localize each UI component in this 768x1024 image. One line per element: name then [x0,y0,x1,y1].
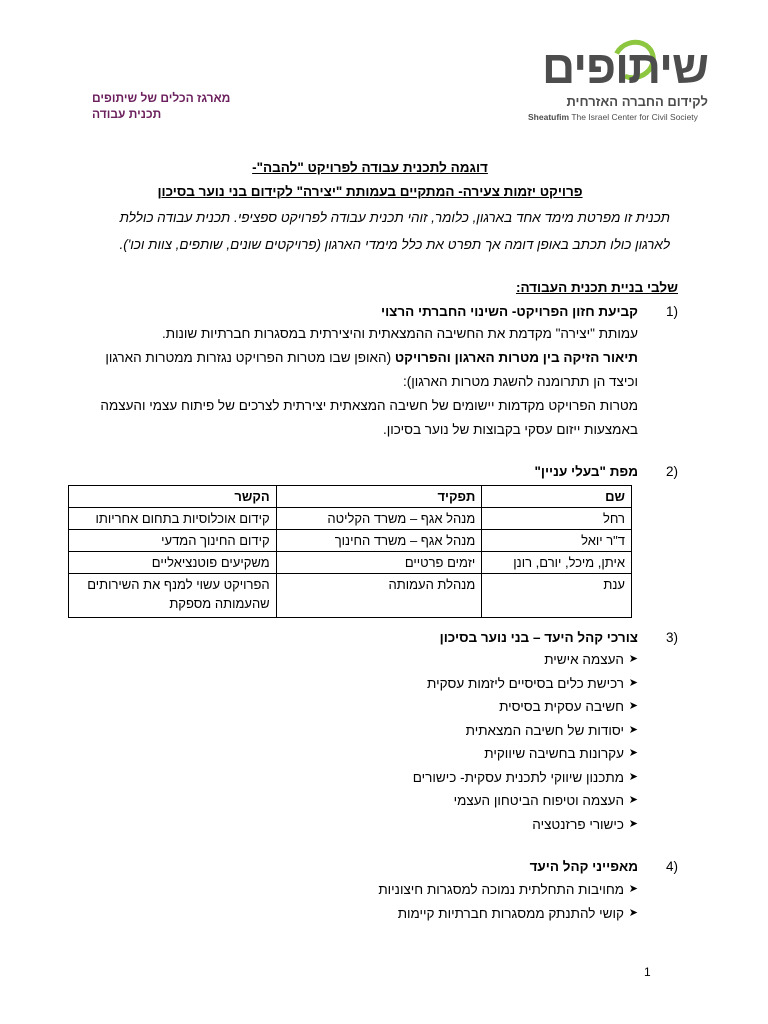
table-header-relation: הקשר [69,486,277,508]
list-item [118,902,638,926]
item-1-line-3: וכיצד הן תתרומנה להשגת מטרות הארגון): [403,374,638,389]
section-title: שלבי בניית תכנית העבודה: [515,280,678,295]
table-row [69,552,632,574]
arrow-left-icon: ➤ [628,770,638,783]
item-1-line-5: באמצעות ייזום עסקי בקבוצות של נוער בסיכון. [383,422,638,437]
table-cell: ענת [482,574,632,618]
list-item [118,672,638,696]
list-item [118,648,638,672]
list-item-text: העצמה אישית [544,652,624,667]
table-cell: קידום החינוך המדעי [69,530,277,552]
item-3-heading: צורכי קהל היעד – בני נוער בסיכון [439,630,638,645]
logo-wordmark: שיתופים [542,41,708,93]
list-item-text: עקרונות בחשיבה שיווקית [484,746,624,761]
document-subtitle: פרויקט יזמות צעירה- המתקיים בעמותת "יצירה" לקידום בני נוער בסיכון [157,184,583,199]
logo-subtitle-en [528,112,708,122]
table-cell: איתן, מיכל, יורם, רונן [482,552,632,574]
item-1-heading: קביעת חזון הפרויקט- השינוי החברתי הרצוי [381,304,638,319]
list-item [118,742,638,766]
table-cell: ד"ר יואל [482,530,632,552]
table-cell: מנהל אגף – משרד הקליטה [276,508,482,530]
item-1-line-4: מטרות הפרויקט מקדמות יישומים של חשיבה המצאתית יצירתית לצרכים של פיתוח עצמי והעצמה [100,398,638,413]
item-1-line-2-bold: תיאור הזיקה בין מטרות הארגון והפרויקט [394,350,638,365]
list-item [118,695,638,719]
arrow-left-icon: ➤ [628,883,638,895]
intro-line-2: לארגון כולו תכתב באופן דומה אך תפרט את כלל מימדי הארגון (פרויקטים שונים, שותפים, צוות וכו'). [119,237,670,252]
table-cell: מנהל אגף – משרד החינוך [276,530,482,552]
table-row [69,530,632,552]
arrow-left-icon: ➤ [628,700,638,712]
table-header-row [69,486,632,508]
item-3-bullet-list [118,648,638,836]
table-cell: יזמים פרטיים [276,552,482,574]
table-header-name: שם [482,486,632,508]
list-item-text: מחויבות התחלתית נמוכה למסגרות חיצוניות [378,882,624,897]
intro-line-1: תכנית זו מפרטת מימד אחד בארגון, כלומר, זוהי תכנית עבודה לפרויקט ספציפי. תכנית עבודה כוללת [119,210,670,225]
list-item [118,813,638,837]
item-1-line-2 [78,346,638,370]
arrow-left-icon: ➤ [628,653,638,665]
intro-paragraph [70,204,670,258]
logo-tagline-en: The Israel Center for Civil Society [571,112,698,122]
list-item-text: חשיבה עסקית בסיסית [499,699,624,714]
list-item [118,878,638,902]
item-1-line-2-rest: (האופן שבו מטרות הפרויקט נגזרות ממטרות הארגון [105,350,395,365]
item-4-number: 4) [665,859,678,874]
sheatufim-logo [528,41,708,126]
stakeholders-table [68,485,632,618]
table-row [69,574,632,618]
arrow-left-icon: ➤ [628,747,638,759]
table-row [69,508,632,530]
list-item [118,766,638,790]
item-2-number: 2) [665,464,678,479]
table-cell: רחל [482,508,632,530]
org-header [92,90,292,122]
document-title: דוגמה לתכנית עבודה לפרויקט "להבה"- [252,160,488,175]
item-1-line-1: עמותת "יצירה" מקדמת את החשיבה ההמצאתית והיצירתית במסגרות חברתיות שונות. [162,326,638,341]
item-1-body [78,322,638,442]
list-item-text: העצמה וטיפוח הביטחון העצמי [453,793,624,808]
item-4-bullet-list [118,878,638,925]
list-item-text: יסודות של חשיבה המצאתית [465,722,624,738]
list-item [118,719,638,743]
list-item-text: רכישת כלים בסיסיים ליזמות עסקית [427,675,624,691]
org-line-2: תכנית עבודה [92,107,162,121]
item-3-number: 3) [665,630,678,645]
arrow-left-icon: ➤ [628,723,638,736]
list-item [118,789,638,813]
page-number: 1 [644,965,651,979]
table-cell: מנהלת העמותה [276,574,482,618]
item-4-heading: מאפייני קהל היעד [529,859,638,874]
arrow-left-icon: ➤ [628,906,638,919]
arrow-left-icon: ➤ [628,817,638,830]
table-cell: הפרויקט עשוי למנף את השירותים שהעמותה מספקת [69,574,277,618]
item-2-heading: מפת "בעלי עניין" [534,464,638,479]
logo-brand-en: Sheatufim [528,112,570,122]
list-item-text: מתכנון שיווקי לתכנית עסקית- כישורים [412,769,624,785]
list-item-text: קושי להתנתק ממסגרות חברתיות קיימות [397,905,624,921]
list-item-text: כישורי פרזנטציה [532,816,624,832]
arrow-left-icon: ➤ [628,794,638,806]
org-line-1: מארגז הכלים של שיתופים [92,91,231,105]
table-cell: קידום אוכלוסיות בתחום אחריותו [69,508,277,530]
table-cell: משקיעים פוטנציאליים [69,552,277,574]
arrow-left-icon: ➤ [628,676,638,689]
table-header-role: תפקיד [276,486,482,508]
item-1-number: 1) [665,304,678,319]
logo-subtitle-he: לקידום החברה האזרחית [566,94,708,109]
